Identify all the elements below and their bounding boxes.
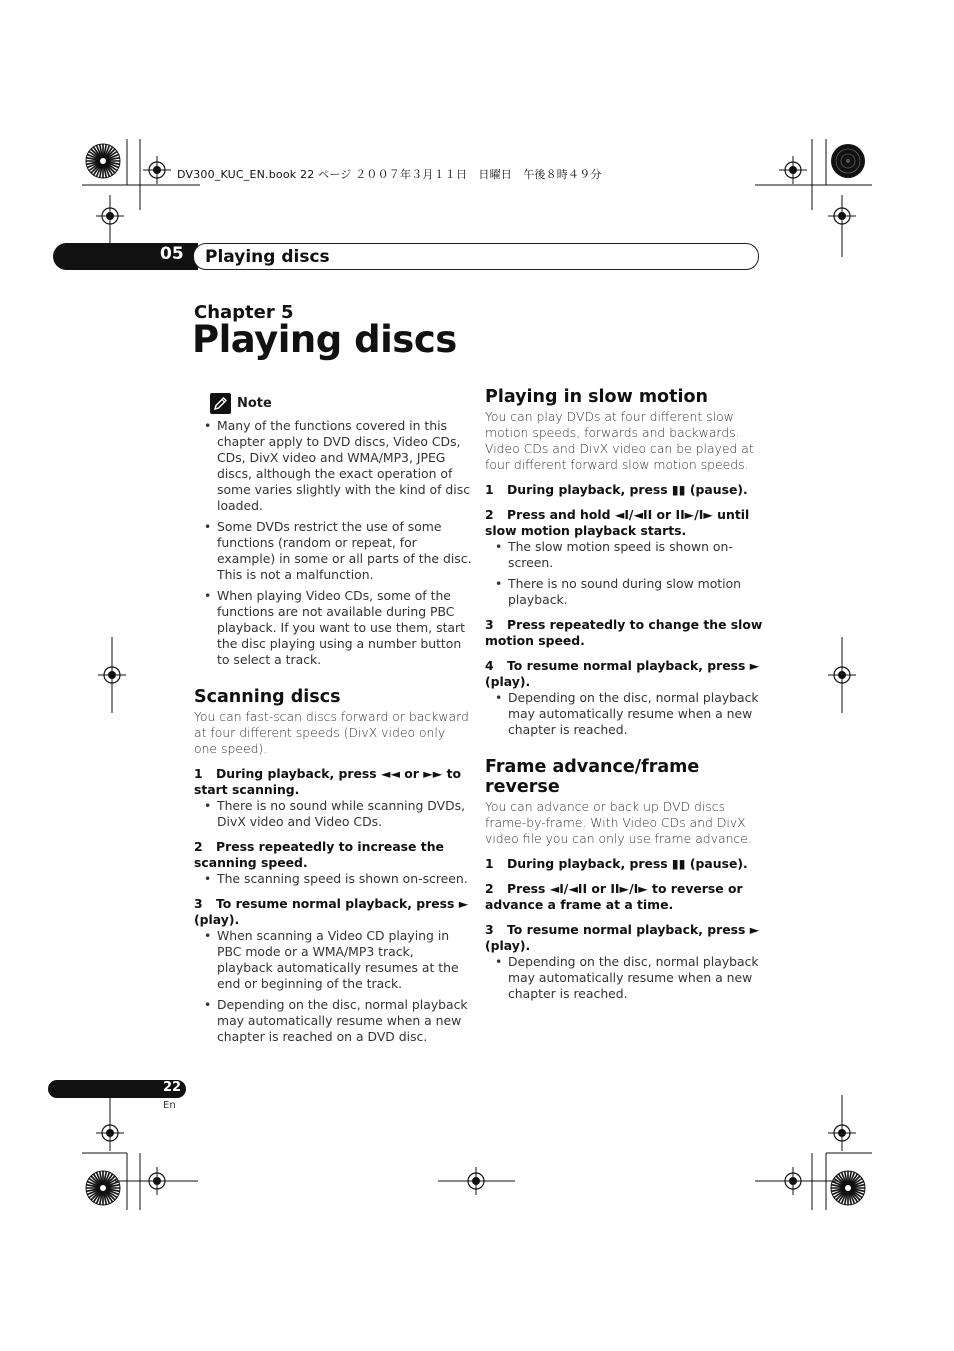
banner-title: Playing discs [205, 247, 330, 267]
page-language: En [163, 1100, 176, 1111]
step: 3 To resume normal playback, press ► (play). [194, 896, 469, 927]
page-title: Playing discs [192, 318, 457, 361]
list-item: • Depending on the disc, normal playback may automatically resume when a new chapter is reached. [485, 954, 763, 1002]
step: 3 Press repeatedly to change the slow motion speed. [485, 617, 763, 648]
print-header: DV300_KUC_EN.book 22 ページ ２００７年３月１１日 日曜日 午後８時４９分 [177, 168, 602, 181]
section-intro: You can play DVDs at four different slow motion speeds, forwards and backwards. Video CDs and DivX video can be played at four different forward slow motion speeds. [485, 409, 754, 472]
pencil-icon [210, 393, 231, 414]
section-title-frame-advance: Frame advance/frame reverse [485, 757, 700, 797]
left-column [194, 393, 472, 1050]
right-column [485, 387, 763, 1007]
chapter-number: 05 [160, 244, 184, 264]
step: 2 Press and hold ◄I/◄II or II►/I► until slow motion playback starts. [485, 507, 750, 538]
step: 1 During playback, press ▮▮ (pause). [485, 856, 748, 871]
list-item: • The slow motion speed is shown on-screen. [485, 539, 763, 571]
list-item: • Depending on the disc, normal playback may automatically resume when a new chapter is reached on a DVD disc. [194, 997, 472, 1045]
list-item: • When scanning a Video CD playing in PBC mode or a WMA/MP3 track, playback automatically resumes at the end or beginning of the track. [194, 928, 472, 992]
note-label: Note [237, 396, 272, 411]
section-title-scanning: Scanning discs [194, 687, 341, 707]
section-intro: You can fast-scan discs forward or backward at four different speeds (DivX video only one speed). [194, 709, 469, 756]
step: 1 During playback, press ▮▮ (pause). [485, 482, 748, 497]
chapter-label: Chapter 5 [194, 302, 294, 323]
note-list [194, 418, 472, 668]
list-item: • Depending on the disc, normal playback may automatically resume when a new chapter is reached. [485, 690, 763, 738]
list-item: • There is no sound during slow motion playback. [485, 576, 763, 608]
section-title-slow-motion: Playing in slow motion [485, 387, 708, 407]
list-item: • There is no sound while scanning DVDs, DivX video and Video CDs. [194, 798, 472, 830]
page-number: 22 [163, 1080, 182, 1095]
step: 2 Press repeatedly to increase the scanning speed. [194, 839, 444, 870]
note-header [210, 393, 472, 414]
list-item: • The scanning speed is shown on-screen. [194, 871, 472, 887]
list-item: • Many of the functions covered in this chapter apply to DVD discs, Video CDs, CDs, DivX video and WMA/MP3, JPEG discs, although the exact operation of some varies slightly with the kind of disc loaded. [194, 418, 472, 514]
step: 3 To resume normal playback, press ► (play). [485, 922, 760, 953]
step: 2 Press ◄I/◄II or II►/I► to reverse or advance a frame at a time. [485, 881, 743, 912]
list-item: • Some DVDs restrict the use of some functions (random or repeat, for example) in some or all parts of the disc. This is not a malfunction. [194, 519, 472, 583]
section-intro: You can advance or back up DVD discs frame-by-frame. With Video CDs and DivX video file you can only use frame advance. [485, 799, 752, 846]
list-item: • When playing Video CDs, some of the functions are not available during PBC playback. If you want to use them, start the disc playing using a number button to select a track. [194, 588, 472, 668]
step: 1 During playback, press ◄◄ or ►► to start scanning. [194, 766, 462, 797]
step: 4 To resume normal playback, press ► (play). [485, 658, 760, 689]
